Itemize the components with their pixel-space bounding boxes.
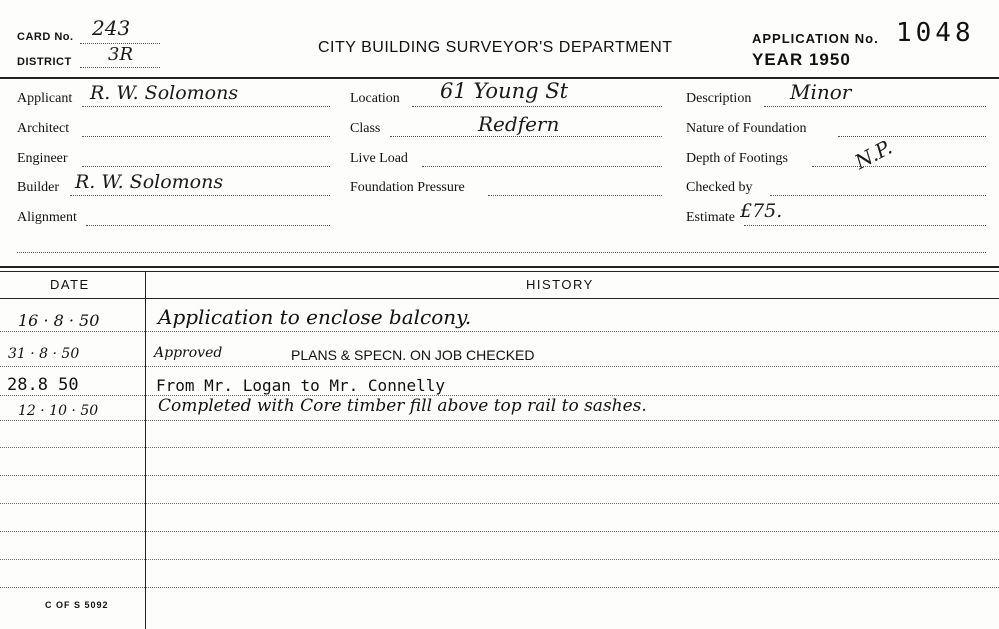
checked-label: Checked by [686,180,753,195]
history-line [0,420,999,421]
live-load-line [422,166,662,167]
engineer-label: Engineer [17,151,68,166]
history-row-date: 12 · 10 · 50 [18,403,99,419]
history-row-date: 31 · 8 · 50 [8,346,80,362]
district-label: DISTRICT [17,56,72,68]
estimate-line [744,225,986,226]
application-no-label: APPLICATION No. [752,31,879,46]
nature-label: Nature of Foundation [686,121,807,136]
card-no-value: 243 [92,16,131,40]
history-top-rule [0,266,999,268]
history-line [0,331,999,332]
district-value: 3R [108,44,134,65]
history-row-text: Completed with Core timber fill above top rail to sashes. [158,396,647,416]
history-row-date: 16 · 8 · 50 [18,311,100,330]
builder-line [70,195,330,196]
applicant-label: Applicant [17,91,73,106]
history-top-rule-2 [0,271,999,272]
depth-line [812,166,986,167]
applicant-line [82,106,330,107]
history-row-text: Approved [154,345,223,361]
history-row-typed: From Mr. Logan to Mr. Connelly [156,376,445,395]
year-label: YEAR 1950 [752,50,851,69]
checked-line [770,195,986,196]
history-line [0,503,999,504]
history-line [0,531,999,532]
applicant-value: R. W. Solomons [90,82,239,104]
history-line [0,559,999,560]
history-header: HISTORY [526,277,594,292]
location-label: Location [350,91,400,106]
location-value-2: Redfern [478,112,560,136]
history-row-date: 28.8 50 [7,375,79,395]
history-row-text: Application to enclose balcony. [158,305,472,329]
nature-line [838,136,986,137]
card-no-label: CARD No. [17,31,74,43]
location-value: 61 Young St [440,79,569,103]
architect-line [82,136,330,137]
description-line [764,106,986,107]
application-no-value: 1048 [896,18,975,48]
description-label: Description [686,91,752,106]
depth-label: Depth of Footings [686,151,788,166]
department-title: CITY BUILDING SURVEYOR'S DEPARTMENT [318,39,673,56]
date-column-divider [145,271,146,629]
form-code: C OF S 5092 [45,600,109,610]
location-line [412,106,662,107]
history-line [0,366,999,367]
builder-value: R. W. Solomons [75,171,224,193]
history-line [0,475,999,476]
alignment-line [86,225,330,226]
class-label: Class [350,121,381,136]
architect-label: Architect [17,121,70,136]
depth-value: N.P. [850,134,896,174]
engineer-line [82,166,330,167]
district-line [80,67,160,68]
builder-label: Builder [17,180,59,195]
estimate-value: £75. [740,200,783,222]
description-value: Minor [790,80,852,104]
foundation-pressure-line [488,195,662,196]
history-row-typed: PLANS & SPECN. ON JOB CHECKED [291,347,535,363]
foundation-pressure-label: Foundation Pressure [350,180,465,195]
class-line [390,136,662,137]
live-load-label: Live Load [350,151,408,166]
history-line [0,447,999,448]
history-line [0,587,999,588]
date-header: DATE [50,277,90,292]
alignment-label: Alignment [17,210,77,225]
estimate-label: Estimate [686,210,735,225]
fields-bottom-line [17,252,986,253]
history-header-rule [0,298,999,299]
